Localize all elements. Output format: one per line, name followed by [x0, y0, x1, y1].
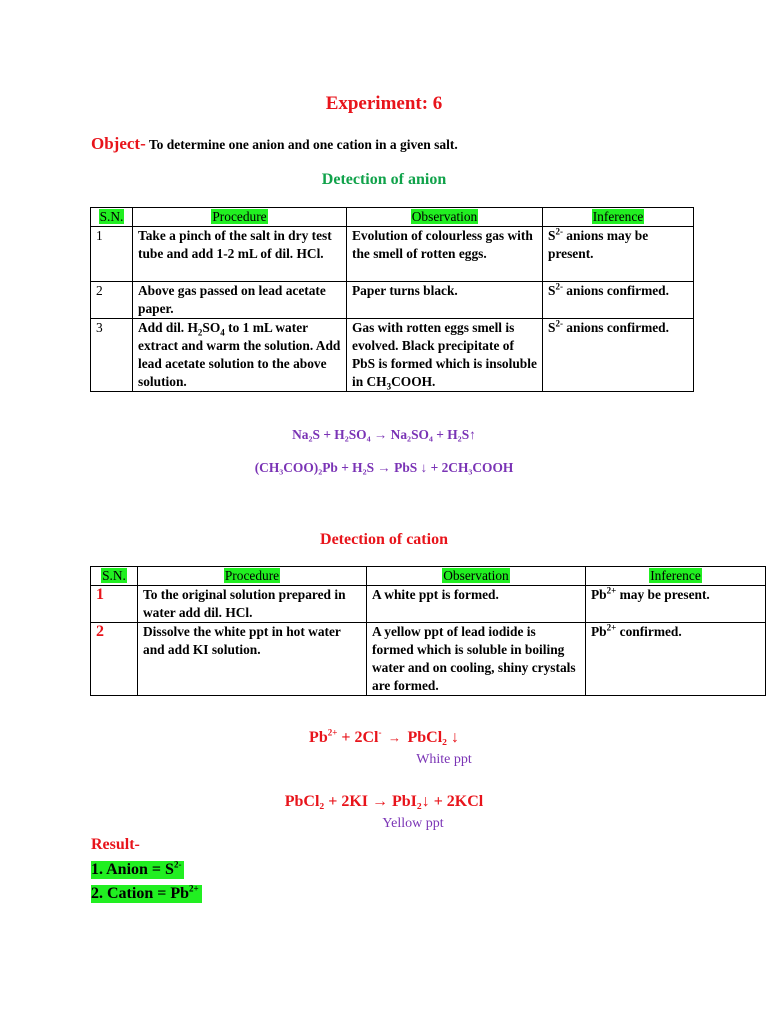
table-row: [91, 586, 766, 623]
row-inference: $Pb^{2+}$ may be present.: [586, 586, 766, 623]
page-title: Experiment: 6: [325, 93, 443, 114]
row-inference: $S^{2-}$ anions confirmed.: [543, 282, 694, 319]
row-procedure: To the original solution prepared in water add dil. HCl.: [138, 586, 367, 623]
header-sn: S.N.: [102, 568, 126, 583]
header-observation: Observation: [411, 209, 478, 224]
row-inference: $S^{2-}$ anions may be present.: [543, 227, 694, 282]
header-procedure: Procedure: [212, 209, 267, 224]
row-observation: Gas with rotten eggs smell is evolved. Black precipitate of PbS is formed which is insoluble in $CH_3COOH$.: [347, 319, 543, 392]
object-text: To determine one anion and one cation in a given salt.: [145, 137, 458, 152]
row-observation: A white ppt is formed.: [367, 586, 586, 623]
row-sn: 2: [91, 623, 138, 696]
object-line: [91, 134, 458, 154]
header-inference: Inference: [650, 568, 701, 583]
row-sn: 3: [91, 319, 133, 392]
row-sn: 1: [91, 586, 138, 623]
anion-equation-2: (CH₃COO)₂Pb + H₂S → PbS ↓ + 2CH₃COOH: [254, 460, 514, 475]
header-sn: S.N.: [99, 209, 124, 224]
anion-equation-1: Na₂S + H₂SO₄ → Na₂SO₄ + H₂S↑: [292, 427, 476, 442]
row-observation: Evolution of colourless gas with the smell of rotten eggs.: [347, 227, 543, 282]
row-sn: 1: [91, 227, 133, 282]
result-heading: Result-: [91, 836, 140, 853]
row-procedure: Above gas passed on lead acetate paper.: [133, 282, 347, 319]
yellow-ppt-note: Yellow ppt: [382, 816, 444, 831]
anion-table: [90, 207, 694, 392]
anion-heading: Detection of anion: [321, 171, 447, 188]
header-inference: Inference: [592, 209, 644, 224]
row-procedure: Add dil. $H_2SO_4$ to 1 mL water extract and warm the solution. Add lead acetate solution to the above solution.: [133, 319, 347, 392]
result-cation: 2. Cation = $Pb^{2+}$: [91, 885, 202, 903]
cation-table: [90, 566, 766, 696]
table-header-row: [91, 208, 694, 227]
table-header-row: [91, 567, 766, 586]
row-procedure: Take a pinch of the salt in dry test tube and add 1-2 mL of dil. HCl.: [133, 227, 347, 282]
row-observation: A yellow ppt of lead iodide is formed which is soluble in boiling water and on cooling, shiny crystals are formed.: [367, 623, 586, 696]
white-ppt-note: White ppt: [416, 752, 472, 767]
row-inference: $S^{2-}$ anions confirmed.: [543, 319, 694, 392]
table-row: [91, 227, 694, 282]
table-row: [91, 282, 694, 319]
table-row: [91, 623, 766, 696]
result-anion: 1. Anion = $S^{2-}$: [91, 861, 184, 879]
cation-equation-2: PbCl₂ + 2KI → PbI₂↓ + 2KCl: [284, 793, 484, 810]
row-procedure: Dissolve the white ppt in hot water and add KI solution.: [138, 623, 367, 696]
header-observation: Observation: [443, 568, 509, 583]
cation-equation-1: $Pb^{2+} + 2Cl^-$ → PbCl₂ ↓: [309, 727, 459, 746]
cation-heading: Detection of cation: [320, 531, 448, 548]
header-procedure: Procedure: [224, 568, 280, 583]
row-observation: Paper turns black.: [347, 282, 543, 319]
row-inference: $Pb^{2+}$ confirmed.: [586, 623, 766, 696]
table-row: [91, 319, 694, 392]
row-sn: 2: [91, 282, 133, 319]
object-label: Object-: [91, 134, 146, 153]
